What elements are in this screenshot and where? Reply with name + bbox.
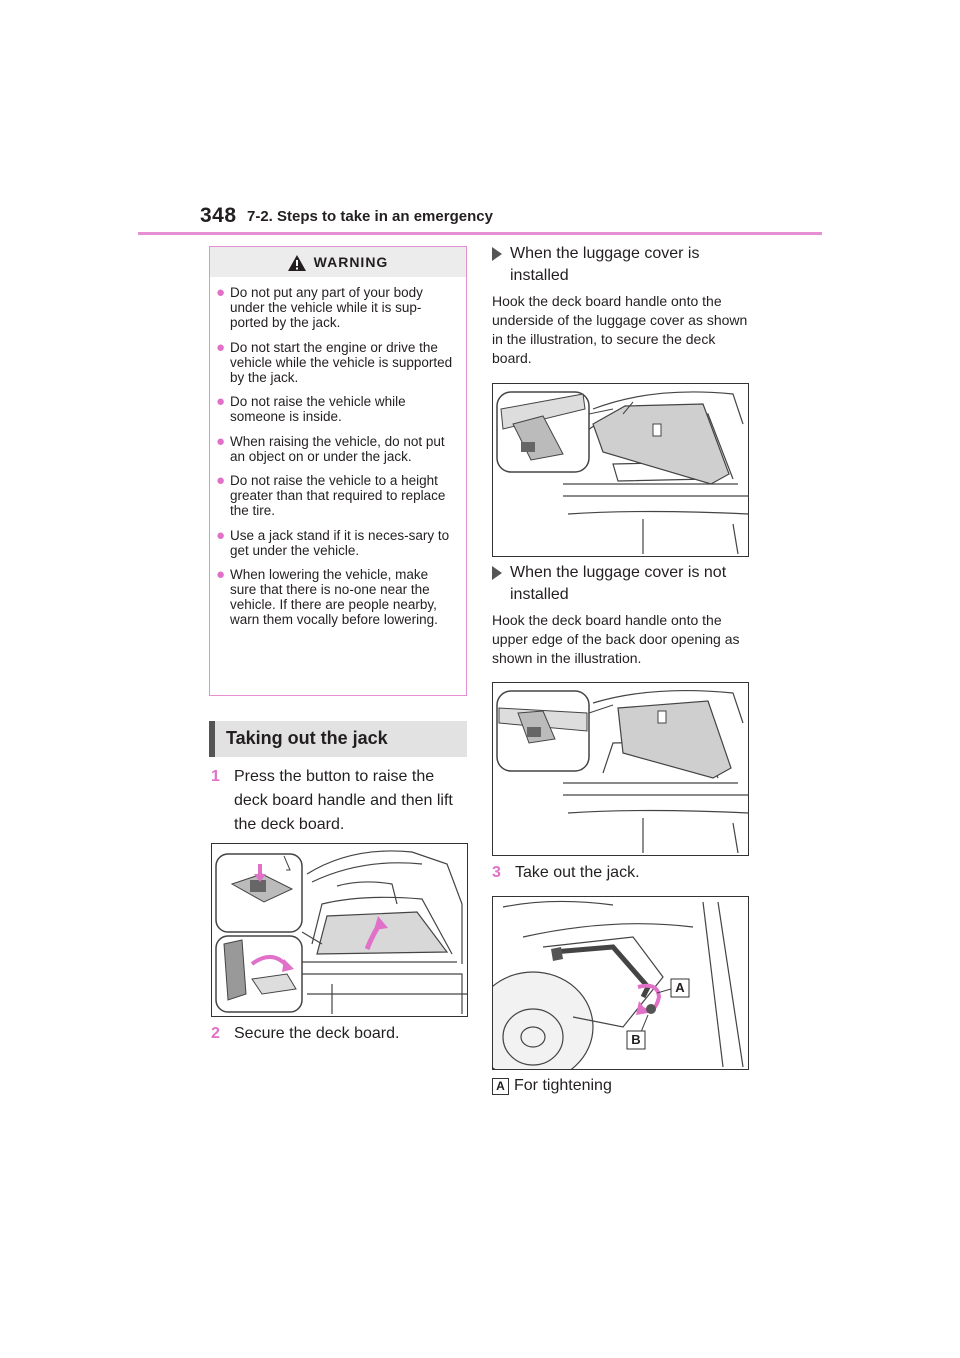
- deck-board-lift-illustration: [212, 844, 467, 1016]
- warning-item: [218, 285, 458, 330]
- condition-title: When the luggage cover is installed: [510, 245, 700, 284]
- condition-cover-not-installed: [492, 562, 748, 606]
- warning-item-text: Do not raise the vehicle while someone is inside.: [230, 394, 406, 424]
- step-1: [211, 765, 467, 837]
- figure-deck-board-lift: [211, 843, 468, 1017]
- warning-list: [210, 277, 466, 627]
- triangle-bullet-icon: [492, 247, 502, 261]
- cover-not-installed-illustration: [493, 683, 748, 855]
- step-3: [492, 861, 748, 885]
- bullet-icon: ●: [216, 472, 226, 489]
- warning-item-text: When raising the vehicle, do not put an object on or under the jack.: [230, 433, 445, 464]
- bullet-icon: ●: [216, 284, 226, 301]
- heading-text: Taking out the jack: [226, 728, 388, 748]
- warning-item: [218, 340, 458, 385]
- legend-label-a: A: [492, 1078, 509, 1095]
- step-text: Secure the deck board.: [234, 1025, 400, 1042]
- page-number: 348: [200, 204, 237, 227]
- condition-description: Hook the deck board handle onto the upper edge of the back door opening as shown in the illustration.: [492, 612, 740, 666]
- section-title: 7-2. Steps to take in an emergency: [247, 208, 493, 225]
- warning-item: [218, 567, 458, 627]
- warning-title: WARNING: [313, 254, 389, 270]
- warning-item: [218, 473, 458, 518]
- warning-triangle-icon: [288, 255, 306, 271]
- warning-item-text: Do not start the engine or drive the vehicle while the vehicle is supported by the jack.: [230, 339, 453, 385]
- step-number: 2: [211, 1025, 220, 1042]
- warning-item-text: Use a jack stand if it is neces-sary to get under the vehicle.: [230, 527, 450, 558]
- jack-storage-illustration: [493, 897, 748, 1069]
- step-text: Take out the jack.: [515, 864, 640, 881]
- condition-description: Hook the deck board handle onto the underside of the luggage cover as shown in the illustration, to secure the deck board.: [492, 293, 748, 366]
- bullet-icon: ●: [216, 566, 226, 583]
- step-2: [211, 1022, 467, 1046]
- header-rule: [138, 232, 822, 235]
- warning-item-text: When lowering the vehicle, make sure that there is no-one near the vehicle. If there are people nearby, warn them vocally before lowering.: [230, 567, 438, 627]
- figure-label-b: B: [631, 1032, 641, 1047]
- heading-bar: [209, 721, 215, 757]
- figure-take-out-jack: [492, 896, 749, 1070]
- warning-item-text: Do not raise the vehicle to a height greater than that required to replace the tire.: [230, 473, 446, 518]
- warning-item-text: Do not put any part of your body under the vehicle while it is sup-ported by the jack.: [230, 285, 423, 330]
- warning-header: [210, 247, 466, 277]
- figure-label-a: A: [675, 980, 685, 995]
- cover-installed-illustration: [493, 384, 748, 556]
- bullet-icon: ●: [216, 338, 226, 356]
- bullet-icon: ●: [216, 526, 226, 544]
- step-text: Press the button to raise the deck board handle and then lift the deck board.: [234, 768, 453, 833]
- condition-title: When the luggage cover is not installed: [510, 564, 727, 603]
- section-heading: [209, 721, 467, 757]
- figure-cover-installed: [492, 383, 749, 557]
- warning-item: [218, 434, 458, 464]
- warning-item: [218, 528, 458, 558]
- warning-item: [218, 394, 458, 424]
- step-number: 1: [211, 768, 220, 785]
- bullet-icon: ●: [216, 432, 226, 450]
- bullet-icon: ●: [216, 393, 226, 410]
- step-number: 3: [492, 864, 501, 881]
- figure-cover-not-installed: [492, 682, 749, 856]
- condition-cover-installed: [492, 243, 748, 287]
- triangle-bullet-icon: [492, 566, 502, 580]
- legend-text-a: For tightening: [514, 1077, 612, 1094]
- warning-box: [209, 246, 467, 696]
